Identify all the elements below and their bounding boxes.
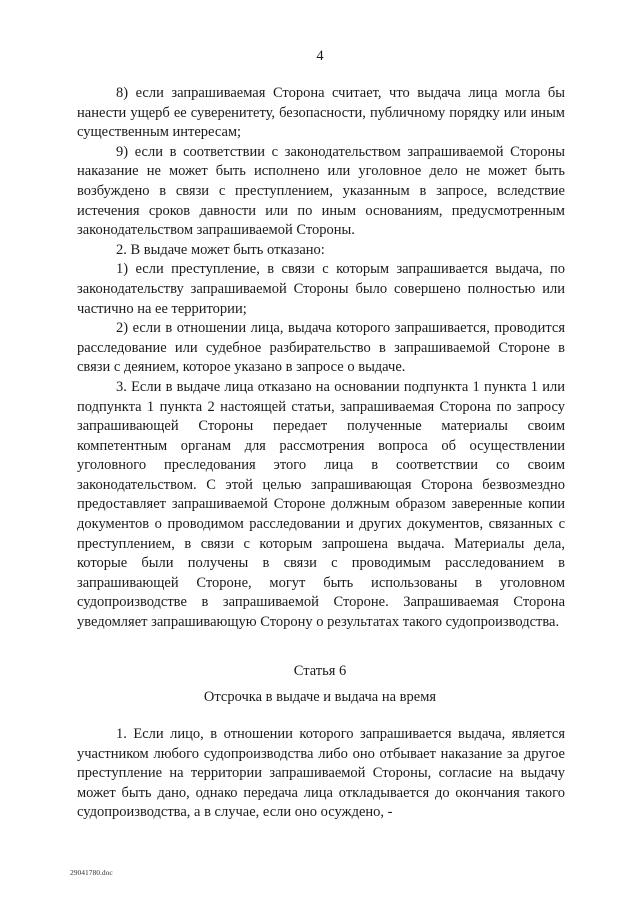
- article-title: Отсрочка в выдаче и выдача на время: [203, 689, 437, 705]
- paragraph-2-2: 2) если в отношении лица, выдача которого запрашивается, проводится расследование или судебное разбирательство в запрашиваемой Стороне в связи с деянием, которое указано в запросе о выдаче.: [77, 320, 565, 376]
- article-paragraph-1: 1. Если лицо, в отношении которого запрашивается выдача, является участником любого судопроизводства либо оно отбывает наказание за другое преступление на территории запрашиваемой Стороны, согласие на выдачу может быть дано, однако передача лица откладывается до окончания такого судопроизводства, а в случае, если оно осуждено, -: [77, 726, 565, 821]
- paragraph-8: 8) если запрашиваемая Сторона считает, что выдача лица могла бы нанести ущерб ее суверенитету, безопасности, публичному порядку или иным существенным интересам;: [77, 85, 565, 141]
- paragraph-2-1: 1) если преступление, в связи с которым запрашивается выдача, по законодательству запрашиваемой Стороны было совершено полностью или частично на ее территории;: [77, 261, 565, 317]
- paragraph-section-2: 2. В выдаче может быть отказано:: [116, 241, 325, 258]
- page-number: 4: [316, 48, 324, 64]
- article-heading: Статья 6: [293, 663, 347, 679]
- footer-filename: 29041780.doc: [70, 868, 113, 877]
- article-body: [77, 725, 565, 823]
- document-body: [77, 84, 565, 633]
- paragraph-section-3: 3. Если в выдаче лица отказано на основании подпункта 1 пункта 1 или подпункта 1 пункта 2 настоящей статьи, запрашиваемая Сторона по запросу запрашивающей Стороны передает полученные материалы своим компетентным органам для рассмотрения вопроса об осуществлении уголовного преследования этого лица в соответствии со своим законодательством. С этой целью запрашивающая Сторона безвозмездно предоставляет запрашиваемой Стороне должным образом заверенные копии документов о проводимом расследовании и других документов, связанных с преступлением, в связи с которым запрошена выдача. Материалы дела, которые были получены в связи с проводимым расследованием в запрашивающей Стороне, могут быть использованы в уголовном судопроизводстве в запрашиваемой Стороне. Запрашиваемая Сторона уведомляет запрашивающую Сторону о результатах такого судопроизводства.: [77, 378, 565, 631]
- paragraph-9: 9) если в соответствии с законодательством запрашиваемой Стороны наказание не может быть исполнено или уголовное дело не может быть возбуждено в связи с преступлением, указанным в запросе, вследствие истечения сроков давности или по иным основаниям, предусмотренным законодательством запрашиваемой Стороны.: [77, 143, 565, 239]
